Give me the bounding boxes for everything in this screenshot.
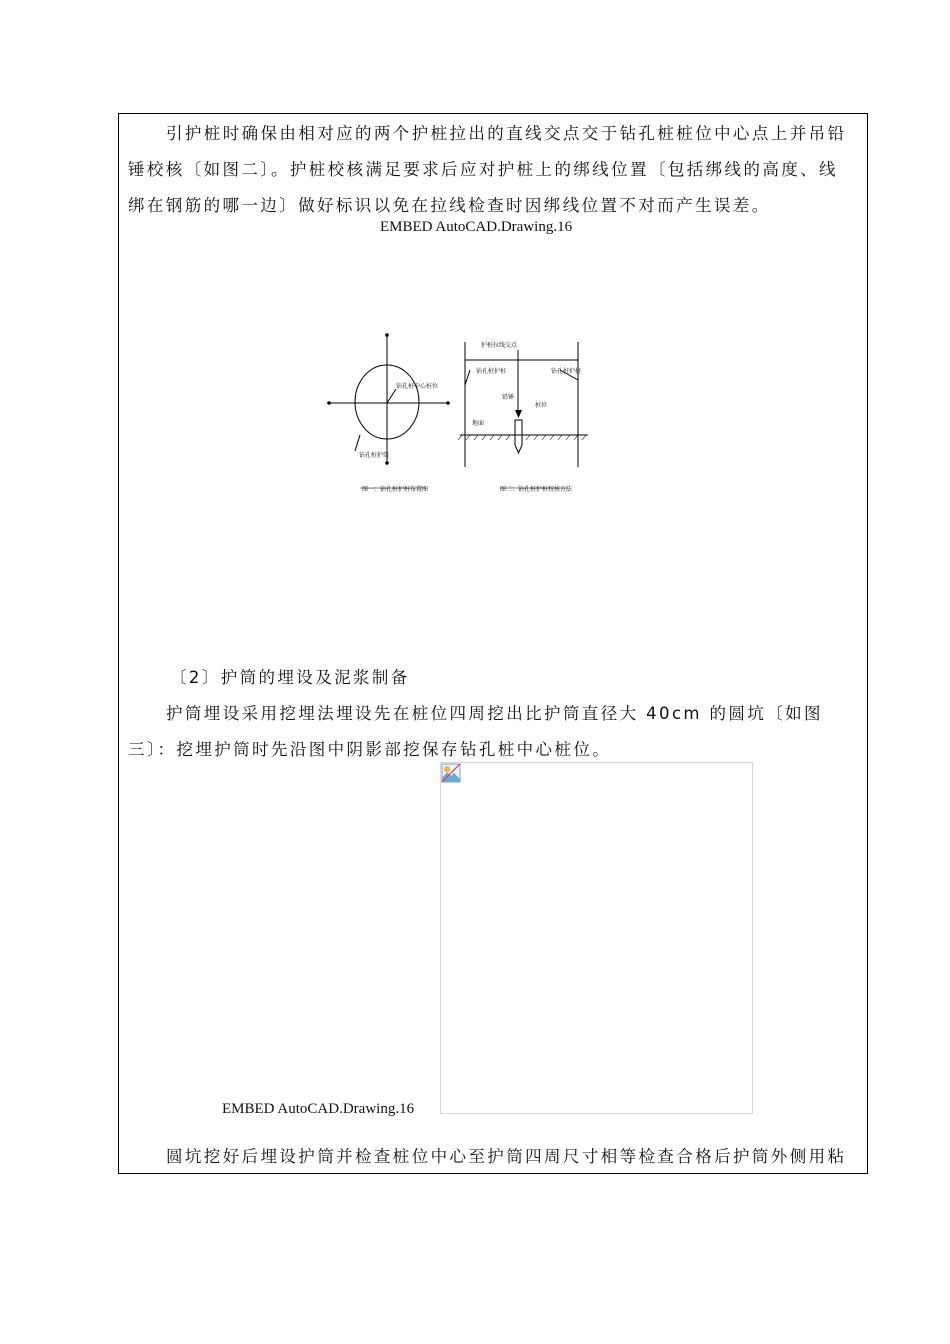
autocad-drawing-figures — [320, 325, 600, 505]
fig2-plumb-label: 铅锤 — [502, 394, 515, 401]
paragraph-1-line-3: 绑在钢筋的哪一边〕做好标识以免在拉线检查时因绑线位置不对而产生误差。 — [128, 196, 771, 215]
paragraph-3-line-1: 圆坑挖好后埋设护筒并检查桩位中心至护筒四周尺寸相等检查合格后护筒外侧用粘 — [166, 1147, 847, 1166]
paragraph-1-line-1: 引护桩时确保由相对应的两个护桩拉出的直线交点交于钻孔桩桩位中心点上并吊铅 — [166, 124, 847, 143]
section-2-line-1: 护筒埋设采用挖埋法埋设先在桩位四周挖出比护筒直径大 40cm 的圆坑〔如图 — [166, 704, 823, 723]
missing-image-placeholder — [440, 762, 753, 1114]
fig2-right-label: 钻孔桩护桩 — [551, 368, 582, 375]
fig1-caption: 图一：钻孔桩护桩布置图 — [362, 486, 429, 493]
embed-field-1: EMBED AutoCAD.Drawing.16 — [380, 219, 573, 235]
embed-field-2: EMBED AutoCAD.Drawing.16 — [222, 1101, 415, 1117]
section-2-line-2: 三〕：挖埋护筒时先沿图中阴影部挖保存钻孔桩中心桩位。 — [128, 740, 612, 759]
paragraph-1-line-2: 锤校核〔如图二〕。护桩校核满足要求后应对护桩上的绑线位置〔包括绑线的高度、线 — [128, 160, 838, 179]
fig2-caption: 图二：钻孔桩护桩校核方法 — [500, 486, 573, 493]
figure-2-check-method — [460, 342, 588, 467]
fig2-left-label: 钻孔桩护桩 — [476, 368, 507, 375]
section-2-heading: 〔2〕护筒的埋设及泥浆制备 — [170, 668, 410, 687]
fig1-center-label: 钻孔桩中心桩位 — [396, 383, 439, 390]
broken-image-icon — [441, 763, 461, 783]
fig2-ground-label: 地面 — [472, 420, 485, 427]
fig2-intersection-label: 护桩拉线交点 — [481, 342, 518, 349]
fig2-pile-label: 桩位 — [535, 402, 548, 409]
fig1-casing-label: 钻孔桩护筒 — [359, 452, 390, 459]
figure-1-layout — [329, 335, 448, 463]
